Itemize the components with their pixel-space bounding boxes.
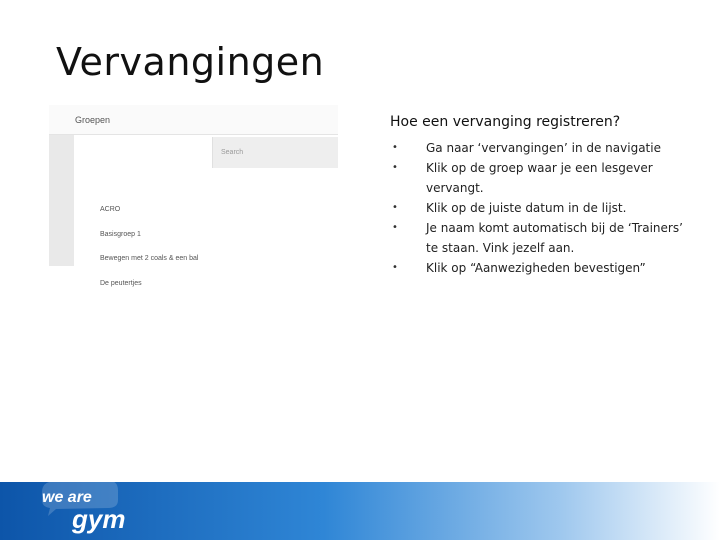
bullet-icon: • bbox=[392, 162, 398, 173]
bullet-icon: • bbox=[392, 142, 398, 153]
search-placeholder: Search bbox=[221, 149, 244, 156]
instruction-step-text: Je naam komt automatisch bij de ‘Trainers’ te staan. Vink jezelf aan. bbox=[426, 221, 683, 255]
bullet-icon: • bbox=[392, 202, 398, 213]
screenshot-header-title: Groepen bbox=[75, 115, 111, 125]
instruction-step bbox=[390, 158, 690, 198]
instruction-step-text: Ga naar ‘vervangingen’ in de navigatie bbox=[426, 141, 661, 155]
instruction-step bbox=[390, 258, 690, 278]
slide-title: Vervangingen bbox=[56, 40, 325, 84]
instruction-step bbox=[390, 198, 690, 218]
group-list-item-peutertjes[interactable]: De peutertjes bbox=[100, 279, 142, 287]
instruction-step-text: Klik op de groep waar je een lesgever vervangt. bbox=[426, 161, 653, 195]
search-input[interactable] bbox=[212, 137, 338, 168]
screenshot-header bbox=[49, 105, 338, 135]
instruction-step-text: Klik op de juiste datum in de lijst. bbox=[426, 201, 627, 215]
group-list-item-bewegen[interactable]: Bewegen met 2 coals & een bal bbox=[100, 255, 199, 262]
instructions-heading: Hoe een vervanging registreren? bbox=[390, 114, 621, 130]
group-list-item-acro[interactable]: ACRO bbox=[100, 206, 121, 213]
instruction-step bbox=[390, 218, 690, 258]
groups-screenshot bbox=[49, 105, 338, 287]
logo-line-2: gym bbox=[72, 504, 126, 534]
screenshot-body bbox=[74, 135, 338, 287]
bullet-icon: • bbox=[392, 222, 398, 233]
instruction-step bbox=[390, 138, 690, 158]
group-list-item-basisgroep-1[interactable]: Basisgroep 1 bbox=[100, 230, 141, 238]
group-list bbox=[100, 205, 330, 303]
we-are-gym-logo bbox=[36, 478, 146, 538]
bullet-icon: • bbox=[392, 262, 398, 273]
instruction-steps bbox=[390, 138, 690, 278]
instruction-step-text: Klik op “Aanwezigheden bevestigen” bbox=[426, 261, 646, 275]
logo-line-1: we are bbox=[42, 489, 92, 506]
